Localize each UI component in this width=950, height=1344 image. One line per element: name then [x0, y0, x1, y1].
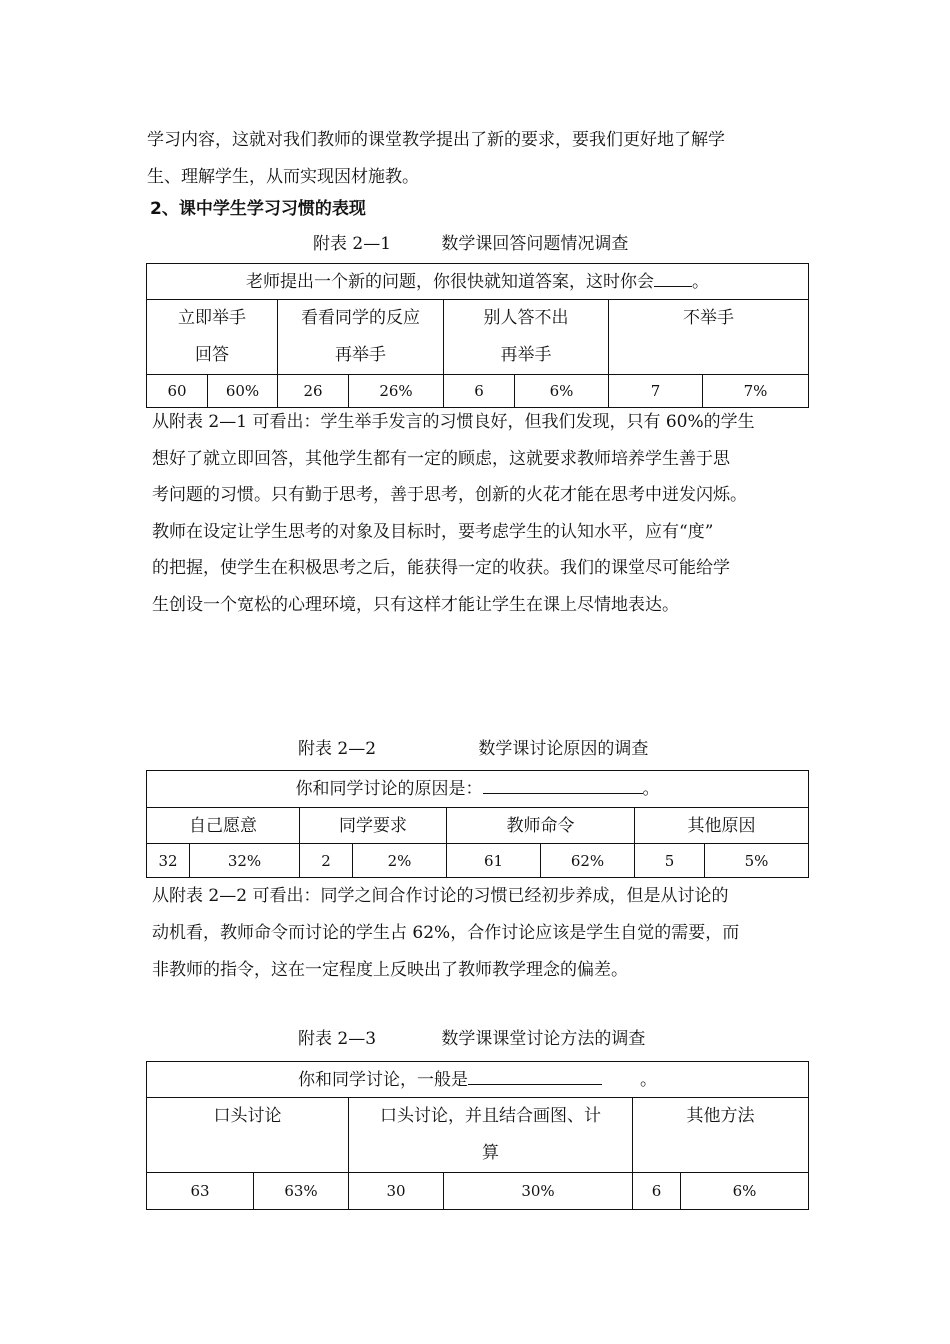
- table3-caption-title: 数学课课堂讨论方法的调查: [441, 1029, 646, 1049]
- analysis-line: 考问题的习惯。只有勤于思考，善于思考，创新的火花才能在思考中迸发闪烁。: [152, 485, 747, 505]
- table1-caption: [313, 232, 628, 256]
- analysis1-paragraph: [152, 404, 822, 623]
- table3-question-text: 你和同学讨论，一般是: [298, 1069, 468, 1090]
- analysis-line: 动机看，教师命令而讨论的学生占 62%，合作讨论应该是学生自觉的需要，而: [152, 923, 740, 943]
- table1-option: 看看同学的反应 再举手: [278, 300, 444, 375]
- table2-percent: 5%: [705, 844, 809, 878]
- table2-option: 其他原因: [635, 808, 809, 844]
- table3-percent: 63%: [254, 1173, 349, 1210]
- table2-caption-number: 附表 2—2: [298, 739, 377, 759]
- table3-option: 其他方法: [633, 1098, 809, 1173]
- table3: [146, 1061, 809, 1210]
- table3-option: 口头讨论，并且结合画图、计 算: [349, 1098, 633, 1173]
- analysis-line: 的把握，使学生在积极思考之后，能获得一定的收获。我们的课堂尽可能给学: [152, 558, 730, 578]
- table1-count: 7: [609, 375, 703, 408]
- analysis2-paragraph: [152, 878, 822, 989]
- table3-question-end: 。: [640, 1069, 657, 1090]
- intro-line: 生、理解学生，从而实现因材施教。: [147, 167, 419, 187]
- table1-count: 26: [278, 375, 349, 408]
- table1-percent: 26%: [349, 375, 444, 408]
- table1-percent: 6%: [515, 375, 609, 408]
- table2-caption: [298, 737, 648, 761]
- analysis-line: 想好了就立即回答，其他学生都有一定的顾虑，这就要求教师培养学生善于思: [152, 448, 730, 469]
- table1-option: 别人答不出 再举手: [444, 300, 609, 375]
- answer-blank: [468, 1070, 602, 1085]
- analysis-line: 教师在设定让学生思考的对象及目标时，要考虑学生的认知水平，应有“度”: [152, 521, 714, 542]
- table2: [146, 770, 809, 878]
- table3-count: 30: [349, 1173, 444, 1210]
- table2-percent: 2%: [353, 844, 447, 878]
- table3-caption-number: 附表 2—3: [298, 1029, 377, 1049]
- table2-question-text: 你和同学讨论的原因是：: [295, 779, 483, 799]
- table3-count: 63: [147, 1173, 254, 1210]
- analysis-line: 从附表 2—1 可看出：学生举手发言的习惯良好，但我们发现，只有 60%的学生: [152, 412, 755, 432]
- table1-question: [147, 264, 809, 300]
- table2-percent: 62%: [541, 844, 635, 878]
- answer-blank: [654, 272, 692, 287]
- table2-count: 32: [147, 844, 190, 878]
- table2-percent: 32%: [190, 844, 300, 878]
- table3-option: 口头讨论: [147, 1098, 349, 1173]
- table2-count: 5: [635, 844, 705, 878]
- table3-question: [147, 1062, 809, 1098]
- intro-line: 学习内容，这就对我们教师的课堂教学提出了新的要求，要我们更好地了解学: [147, 130, 725, 150]
- table2-option: 教师命令: [447, 808, 635, 844]
- table1-option: 不举手: [609, 300, 809, 375]
- answer-blank: [483, 779, 643, 794]
- table1: [146, 263, 809, 408]
- intro-paragraph: [147, 122, 815, 196]
- table2-option: 自己愿意: [147, 808, 300, 844]
- analysis-line: 非教师的指令，这在一定程度上反映出了教师教学理念的偏差。: [152, 960, 628, 980]
- table1-count: 6: [444, 375, 515, 408]
- table1-caption-number: 附表 2—1: [313, 234, 392, 254]
- analysis-line: 从附表 2—2 可看出：同学之间合作讨论的习惯已经初步养成，但是从讨论的: [152, 886, 729, 906]
- table3-percent: 30%: [444, 1173, 633, 1210]
- table2-question-end: 。: [642, 779, 660, 799]
- analysis-line: 生创设一个宽松的心理环境，只有这样才能让学生在课上尽情地表达。: [152, 594, 679, 615]
- table1-count: 60: [147, 375, 208, 408]
- table2-option: 同学要求: [300, 808, 447, 844]
- table1-percent: 7%: [703, 375, 809, 408]
- table2-caption-title: 数学课讨论原因的调查: [478, 739, 649, 759]
- section-heading: 2、课中学生学习习惯的表现: [150, 199, 366, 219]
- table1-option: 立即举手 回答: [147, 300, 278, 375]
- table2-count: 2: [300, 844, 353, 878]
- table1-question-text: 老师提出一个新的问题，你很快就知道答案，这时你会: [246, 271, 654, 292]
- table2-count: 61: [447, 844, 541, 878]
- table1-caption-title: 数学课回答问题情况调查: [441, 234, 629, 254]
- table2-question: [147, 771, 809, 808]
- table3-caption: [298, 1027, 645, 1051]
- table1-question-end: 。: [692, 271, 709, 292]
- table3-count: 6: [633, 1173, 681, 1210]
- table3-percent: 6%: [681, 1173, 809, 1210]
- table1-percent: 60%: [208, 375, 278, 408]
